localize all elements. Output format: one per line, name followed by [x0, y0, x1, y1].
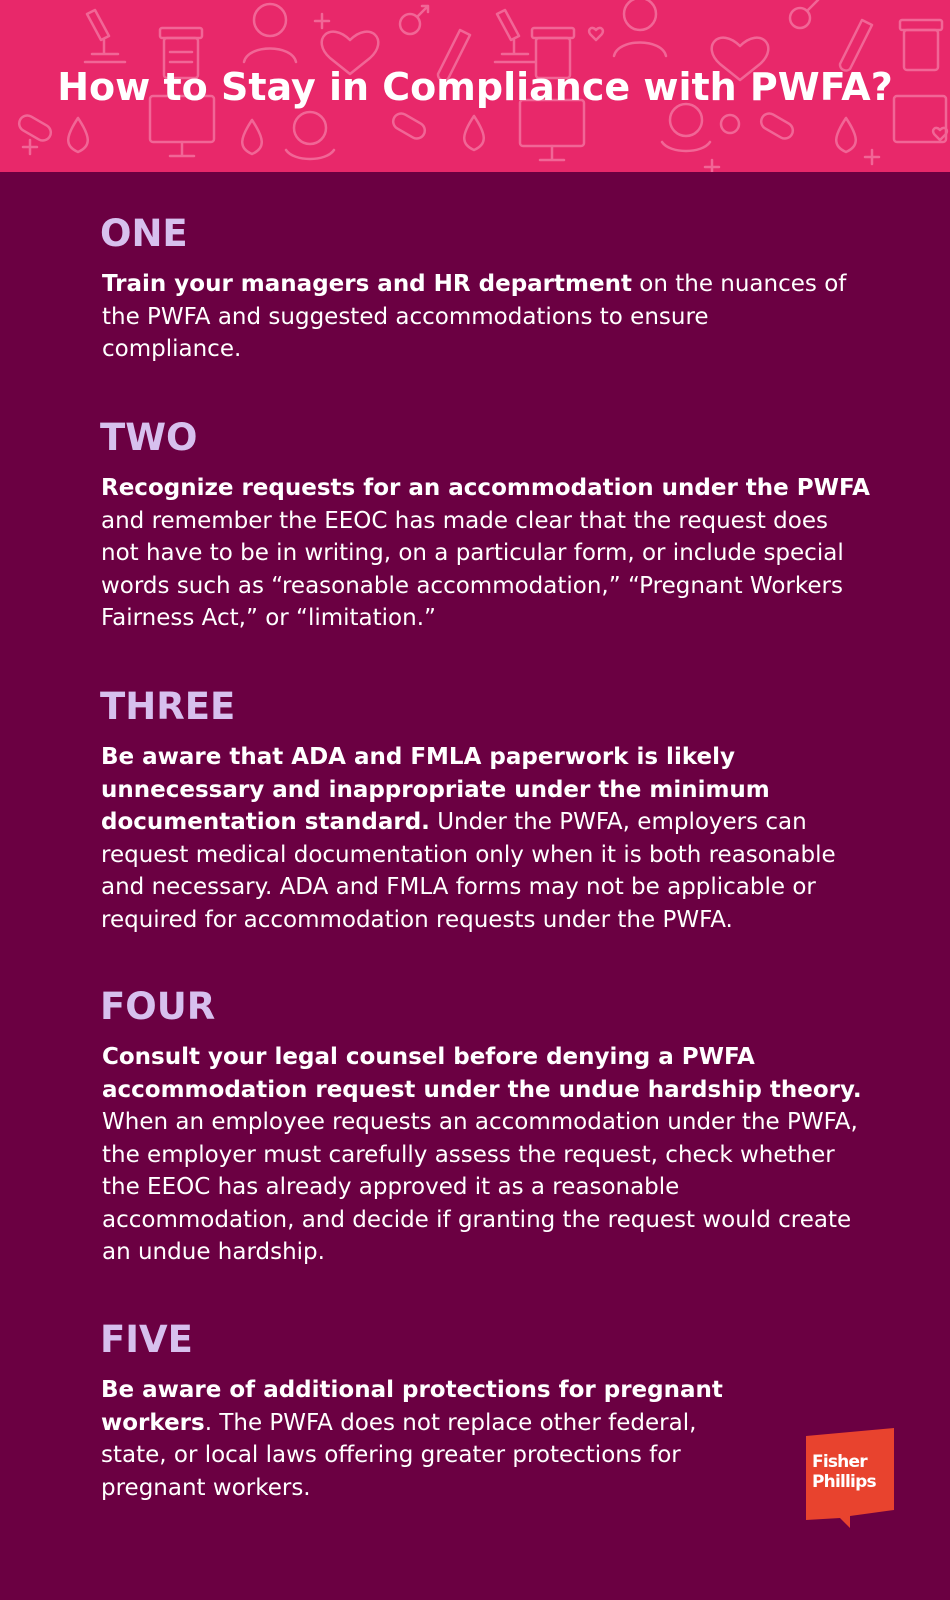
step-bold-text: Be aware of additional protections for pregnant workers: [101, 1377, 723, 1436]
page-title: How to Stay in Compliance with PWFA?: [57, 65, 893, 109]
step-bold-text: Consult your legal counsel before denying a PWFA accommodation request under the undue hardship theory.: [102, 1044, 862, 1103]
step-bold-text: Be aware that ADA and FMLA paperwork is likely unnecessary and inappropriate under the minimum documentation standard.: [101, 744, 770, 835]
step-description: [102, 1041, 872, 1269]
step-text: on the nuances of the PWFA and suggested accommodations to ensure compliance.: [102, 271, 847, 362]
step-text: and remember the EEOC has made clear that the request does not have to be in writing, on a particular form, or include special words such as “reasonable accommodation,” “Pregnant Workers Fairness Act,” or “limitation.”: [101, 507, 844, 631]
microscope-icon: [85, 10, 535, 62]
step-description: [102, 268, 852, 366]
step-description: [101, 741, 881, 936]
gender-symbol-icon: [400, 0, 818, 34]
baby-icon: [286, 104, 710, 159]
step-number: THREE: [100, 685, 236, 728]
step-bold-text: Train your managers and HR department: [102, 271, 632, 297]
logo-line-1: Fisher: [812, 1452, 867, 1472]
step-text: When an employee requests an accommodation under the PWFA, the employer must carefully assess the request, check whether the EEOC has already approved it as a reasonable accommodation, and decide if granting the request would create an undue hardship.: [102, 1109, 858, 1265]
pill-icon: [16, 111, 795, 144]
step-number: FOUR: [100, 985, 216, 1028]
step-number: TWO: [100, 416, 198, 459]
step-number: ONE: [100, 212, 188, 255]
step-description: [101, 472, 871, 635]
step-text: Under the PWFA, employers can request medical documentation only when it is both reasonable and necessary. ADA and FMLA forms may not be applicable or required for accommodation requests under the PWFA.: [101, 809, 836, 933]
logo-line-2: Phillips: [812, 1472, 876, 1492]
step-bold-text: Recognize requests for an accommodation under the PWFA: [101, 475, 870, 501]
header-banner: [0, 0, 950, 172]
step-description: [101, 1374, 751, 1504]
step-number: FIVE: [100, 1318, 193, 1361]
step-text: . The PWFA does not replace other federal, state, or local laws offering greater protections for pregnant workers.: [101, 1409, 697, 1501]
logo-wordmark: [812, 1452, 896, 1492]
